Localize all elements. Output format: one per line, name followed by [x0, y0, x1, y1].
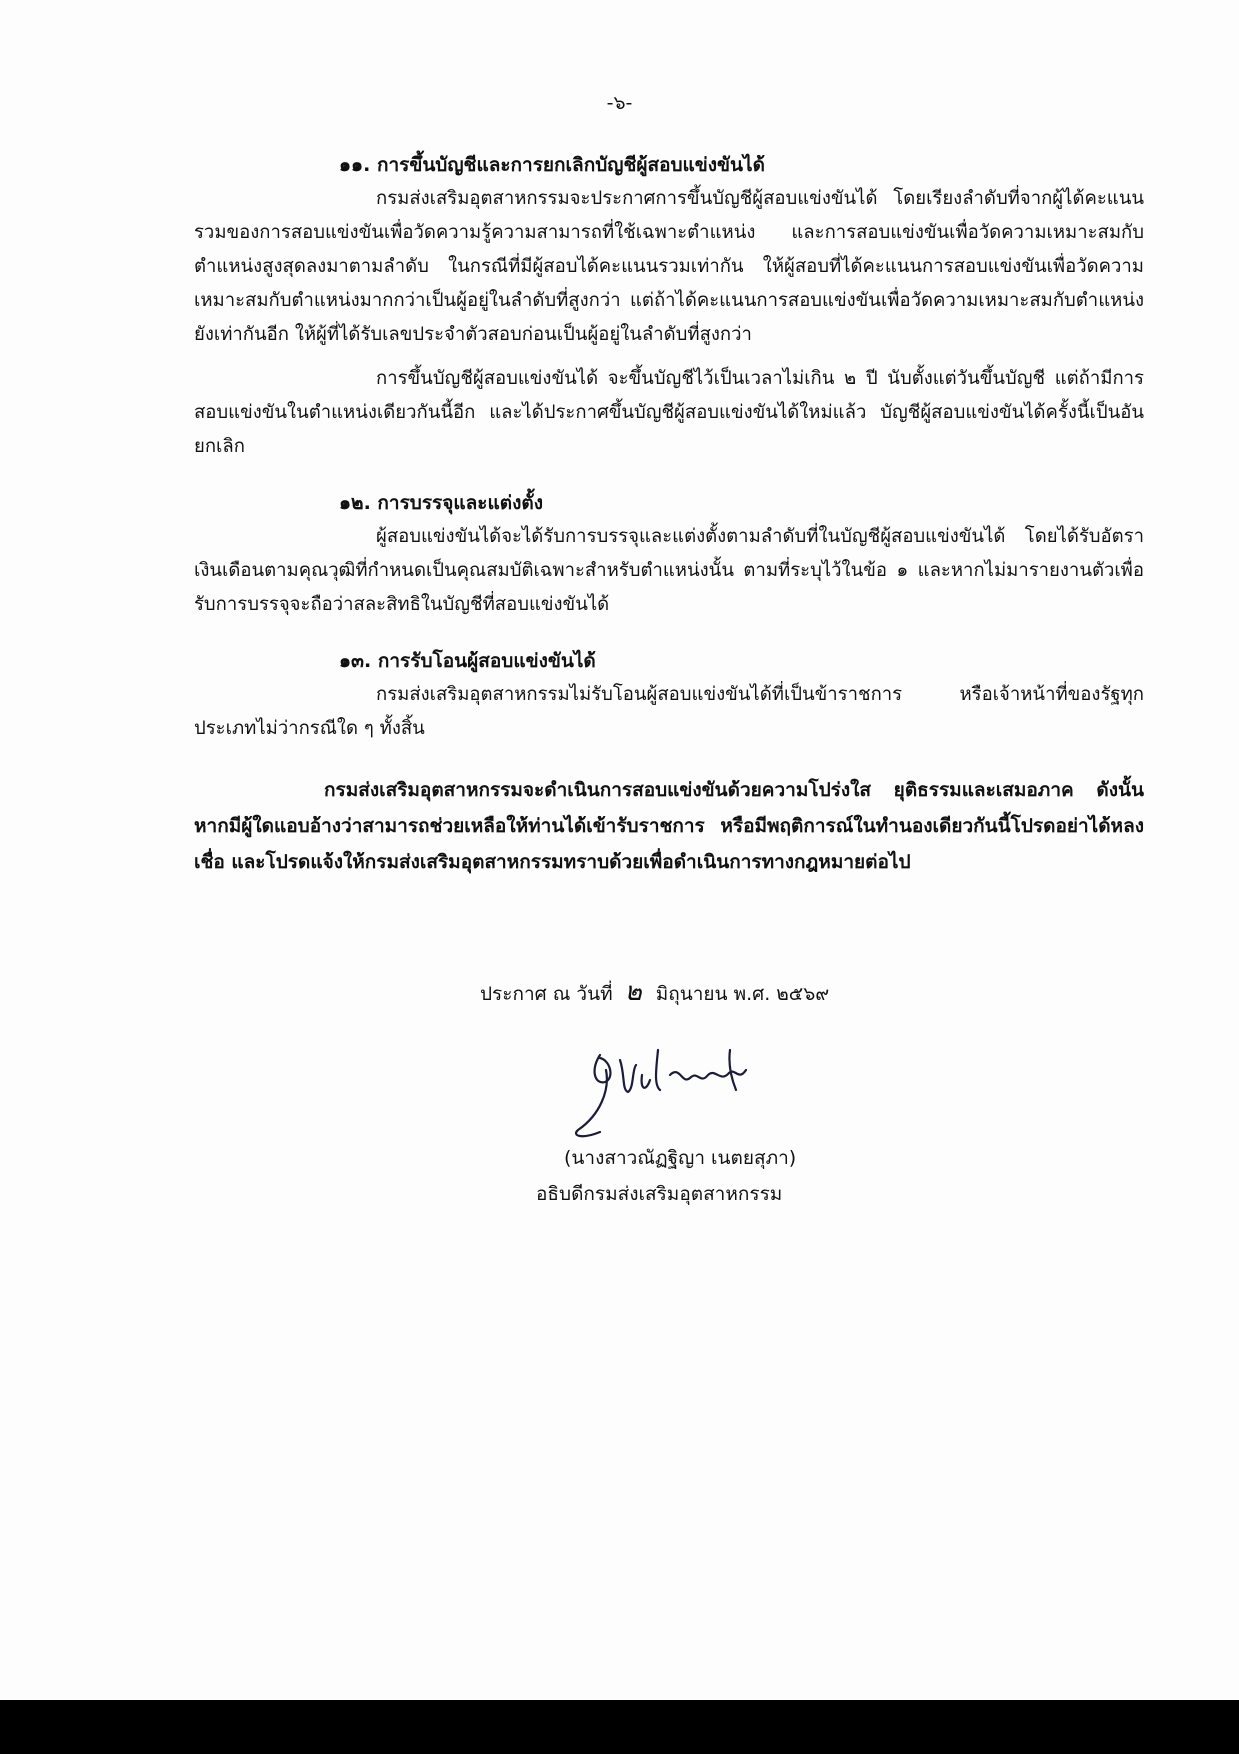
warning-notice: กรมส่งเสริมอุตสาหกรรมจะดำเนินการสอบแข่งขันด้วยความโปร่งใส ยุติธรรมและเสมอภาค ดังนั้น หากมีผู้ใดแอบอ้างว่าสามารถช่วยเหลือให้ท่านได้เข้ารับราชการ หรือมีพฤติการณ์ในทำนองเดียวกันนี้โปรดอย่าได้หลงเชื่อ และโปรดแจ้งให้กรมส่งเสริมอุตสาหกรรมทราบด้วยเพื่อดำเนินการทางกฎหมายต่อไป: [194, 779, 1144, 873]
section-12-heading: ๑๒. การบรรจุและแต่งตั้ง: [339, 492, 543, 514]
announcement-date: [480, 975, 829, 1011]
signatory-name: (นางสาวณัฏฐิญา เนตยสุภา): [564, 1147, 797, 1169]
date-month-year: มิถุนายน พ.ศ. ๒๕๖๙: [655, 983, 830, 1005]
section-13-heading: ๑๓. การรับโอนผู้สอบแข่งขันได้: [339, 650, 596, 672]
section-11-heading: ๑๑. การขึ้นบัญชีและการยกเลิกบัญชีผู้สอบแข่งขันได้: [339, 154, 765, 176]
section-11-paragraph-1: กรมส่งเสริมอุตสาหกรรมจะประกาศการขึ้นบัญชีผู้สอบแข่งขันได้ โดยเรียงลำดับที่จากผู้ได้คะแนนรวมของการสอบแข่งขันเพื่อวัดความรู้ความสามารถที่ใช้เฉพาะตำแหน่ง และการสอบแข่งขันเพื่อวัดความเหมาะสมกับตำแหน่งสูงสุดลงมาตามลำดับ ในกรณีที่มีผู้สอบได้คะแนนรวมเท่ากัน ให้ผู้สอบที่ได้คะแนนการสอบแข่งขันเพื่อวัดความเหมาะสมกับตำแหน่งมากกว่าเป็นผู้อยู่ในลำดับที่สูงกว่า แต่ถ้าได้คะแนนการสอบแข่งขันเพื่อวัดความเหมาะสมกับตำแหน่งยังเท่ากันอีก ให้ผู้ที่ได้รับเลขประจำตัวสอบก่อนเป็นผู้อยู่ในลำดับที่สูงกว่า: [194, 188, 1144, 345]
page-number: -๖-: [606, 92, 633, 114]
signature-image: [570, 1030, 810, 1150]
date-prefix: ประกาศ ณ วันที่: [480, 983, 613, 1005]
section-12-paragraph: ผู้สอบแข่งขันได้จะได้รับการบรรจุและแต่งตั้งตามลำดับที่ในบัญชีผู้สอบแข่งขันได้ โดยได้รับอัตราเงินเดือนตามคุณวุฒิที่กำหนดเป็นคุณสมบัติเฉพาะสำหรับตำแหน่งนั้น ตามที่ระบุไว้ในข้อ ๑ และหากไม่มารายงานตัวเพื่อรับการบรรจุจะถือว่าสละสิทธิในบัญชีที่สอบแข่งขันได้: [194, 526, 1144, 615]
section-11-paragraph-2: การขึ้นบัญชีผู้สอบแข่งขันได้ จะขึ้นบัญชีไว้เป็นเวลาไม่เกิน ๒ ปี นับตั้งแต่วันขึ้นบัญชี แต่ถ้ามีการสอบแข่งขันในตำแหน่งเดียวกันนี้อีก และได้ประกาศขึ้นบัญชีผู้สอบแข่งขันได้ใหม่แล้ว บัญชีผู้สอบแข่งขันได้ครั้งนี้เป็นอันยกเลิก: [194, 368, 1144, 457]
scan-bottom-border: [0, 1700, 1239, 1754]
date-day: ๒: [624, 977, 642, 1007]
signatory-title: อธิบดีกรมส่งเสริมอุตสาหกรรม: [536, 1183, 783, 1205]
document-body: [194, 148, 1144, 899]
section-13-paragraph: กรมส่งเสริมอุตสาหกรรมไม่รับโอนผู้สอบแข่งขันได้ที่เป็นข้าราชการ หรือเจ้าหน้าที่ของรัฐทุกประเภทไม่ว่ากรณีใด ๆ ทั้งสิ้น: [194, 684, 1144, 739]
